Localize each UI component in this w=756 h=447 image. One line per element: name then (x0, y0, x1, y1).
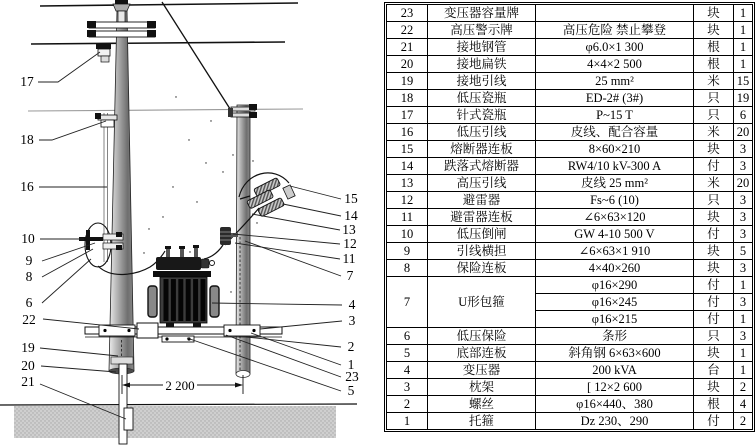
cell-no: 14 (387, 158, 428, 175)
cell-unit: 块 (694, 243, 734, 260)
cell-qty: 20 (734, 124, 753, 141)
cell-unit: 块 (694, 5, 734, 22)
table-row (387, 124, 753, 141)
cell-name: 枕架 (428, 379, 536, 396)
cell-spec (536, 5, 694, 22)
callout-12: 12 (343, 236, 357, 251)
cell-name: 熔断器连板 (428, 141, 536, 158)
cell-qty: 3 (734, 158, 753, 175)
wire-transformer-to-arrester (204, 245, 223, 259)
cell-spec: [ 12×2 600 (536, 379, 694, 396)
cell-qty: 2 (734, 379, 753, 396)
callout-3: 3 (348, 313, 356, 328)
cell-spec: ∠6×63×120 (536, 209, 694, 226)
cell-unit: 付 (694, 311, 734, 328)
cell-unit: 付 (694, 294, 734, 311)
callout-21: 21 (21, 374, 35, 389)
callout-16: 16 (20, 179, 34, 194)
cell-unit: 台 (694, 362, 734, 379)
cell-qty: 1 (734, 311, 753, 328)
table-row (387, 107, 753, 124)
cell-name: 高压警示牌 (428, 22, 536, 39)
cell-unit: 块 (694, 379, 734, 396)
cell-no: 7 (387, 277, 428, 328)
cell-name: 托箍 (428, 413, 536, 430)
leader-line-18 (39, 121, 106, 140)
cell-qty: 3 (734, 192, 753, 209)
cell-no: 6 (387, 328, 428, 345)
parts-list (386, 4, 753, 430)
cell-name: 低压引线 (428, 124, 536, 141)
callout-4: 4 (348, 297, 356, 312)
cell-qty: 20 (734, 175, 753, 192)
cell-unit: 只 (694, 192, 734, 209)
cell-name: 变压器容量牌 (428, 5, 536, 22)
cell-name: 避雷器 (428, 192, 536, 209)
cell-qty: 1 (734, 39, 753, 56)
leader-line-14 (283, 204, 341, 216)
cell-unit: 只 (694, 107, 734, 124)
cell-spec: 斜角钢 6×63×600 (536, 345, 694, 362)
cell-qty: 1 (734, 56, 753, 73)
cell-spec: φ16×245 (536, 294, 694, 311)
table-row (387, 22, 753, 39)
cell-unit: 付 (694, 413, 734, 430)
table-row (387, 362, 753, 379)
leader-line-20 (41, 366, 116, 372)
callout-10: 10 (21, 231, 35, 246)
cell-spec: GW 4-10 500 V (536, 226, 694, 243)
table-row (387, 260, 753, 277)
cell-no: 11 (387, 209, 428, 226)
table-row (387, 158, 753, 175)
cell-no: 2 (387, 396, 428, 413)
cell-spec: 8×60×210 (536, 141, 694, 158)
cell-spec: ∠6×63×1 910 (536, 243, 694, 260)
cell-spec: 皮线 25 mm² (536, 175, 694, 192)
cell-unit: 块 (694, 209, 734, 226)
ground (0, 404, 357, 438)
cell-qty: 6 (734, 107, 753, 124)
leader-line-4 (212, 303, 342, 305)
leader-line-6 (42, 259, 91, 303)
cell-unit: 只 (694, 90, 734, 107)
cell-no: 4 (387, 362, 428, 379)
callout-labels (20, 52, 359, 419)
cell-spec: 200 kVA (536, 362, 694, 379)
cell-no: 19 (387, 73, 428, 90)
callout-2: 2 (347, 339, 355, 354)
table-row (387, 56, 753, 73)
callout-20: 20 (21, 358, 35, 373)
leader-line-8 (42, 249, 93, 277)
table-row (387, 226, 753, 243)
cell-name: 保险连板 (428, 260, 536, 277)
cell-unit: 米 (694, 124, 734, 141)
cell-unit: 根 (694, 56, 734, 73)
cell-unit: 米 (694, 175, 734, 192)
cell-no: 23 (387, 5, 428, 22)
cell-no: 9 (387, 243, 428, 260)
cell-qty: 3 (734, 141, 753, 158)
cell-unit: 块 (694, 345, 734, 362)
cell-unit: 只 (694, 328, 734, 345)
cell-spec: φ16×440、380 (536, 396, 694, 413)
leader-line-19 (40, 348, 118, 356)
cell-name: 引线横担 (428, 243, 536, 260)
table-row (387, 328, 753, 345)
leader-line-15 (290, 186, 341, 199)
lv-insulator-clamp (95, 113, 117, 127)
leader-line-17 (38, 52, 100, 82)
cell-spec: φ16×215 (536, 311, 694, 328)
leader-line-7 (245, 241, 341, 276)
cell-qty: 1 (734, 22, 753, 39)
cell-qty: 15 (734, 73, 753, 90)
cell-unit: 根 (694, 396, 734, 413)
callout-1: 1 (347, 357, 355, 372)
table-row (387, 209, 753, 226)
callout-13: 13 (342, 222, 356, 237)
lv-switch-hardware (79, 230, 123, 250)
cell-spec: 皮线、配合容量 (536, 124, 694, 141)
cell-no: 1 (387, 413, 428, 430)
cell-spec: Fs~6 (10) (536, 192, 694, 209)
main-pole (109, 10, 134, 374)
cell-no: 8 (387, 260, 428, 277)
callout-18: 18 (20, 132, 34, 147)
cell-name: 低压瓷瓶 (428, 90, 536, 107)
cell-no: 12 (387, 192, 428, 209)
cell-name: 跌落式熔断器 (428, 158, 536, 175)
cell-name: 接地扁铁 (428, 56, 536, 73)
table-row (387, 345, 753, 362)
callout-5: 5 (347, 383, 355, 398)
stay-wire (162, 2, 232, 112)
cell-name: 螺丝 (428, 396, 536, 413)
leader-line-13 (252, 214, 340, 230)
cell-spec: ED-2# (3#) (536, 90, 694, 107)
cell-name: U形包箍 (428, 277, 536, 328)
cell-qty: 3 (734, 209, 753, 226)
cell-name: 变压器 (428, 362, 536, 379)
cell-spec: 4×40×260 (536, 260, 694, 277)
cell-spec: 4×4×2 500 (536, 56, 694, 73)
cell-qty: 3 (734, 328, 753, 345)
cell-qty: 1 (734, 277, 753, 294)
table-row (387, 192, 753, 209)
callout-22: 22 (22, 312, 36, 327)
cell-no: 16 (387, 124, 428, 141)
table-row (387, 243, 753, 260)
callout-14: 14 (344, 208, 358, 223)
cell-name: 低压倒闸 (428, 226, 536, 243)
cell-spec: φ16×290 (536, 277, 694, 294)
cell-spec: RW4/10 kV-300 A (536, 158, 694, 175)
dimension-label: 2 200 (165, 378, 195, 393)
callout-19: 19 (21, 340, 35, 355)
cell-name: 接地引线 (428, 73, 536, 90)
cell-qty: 3 (734, 226, 753, 243)
cell-no: 20 (387, 56, 428, 73)
cell-qty: 1 (734, 345, 753, 362)
power-lines (28, 3, 303, 111)
cell-no: 17 (387, 107, 428, 124)
table-row (387, 39, 753, 56)
cell-name: 避雷器连板 (428, 209, 536, 226)
cell-unit: 块 (694, 141, 734, 158)
table-row (387, 141, 753, 158)
table-row (387, 175, 753, 192)
cell-spec: P~15 T (536, 107, 694, 124)
cell-unit: 米 (694, 73, 734, 90)
table-row (387, 396, 753, 413)
callout-23: 23 (345, 369, 359, 384)
cell-no: 22 (387, 22, 428, 39)
cell-name: 高压引线 (428, 175, 536, 192)
cell-qty: 19 (734, 90, 753, 107)
cell-qty: 5 (734, 243, 753, 260)
cell-no: 21 (387, 39, 428, 56)
cell-qty: 3 (734, 260, 753, 277)
table-row (387, 277, 753, 294)
cell-name: 针式瓷瓶 (428, 107, 536, 124)
cell-no: 15 (387, 141, 428, 158)
lightning-arrester (220, 227, 238, 245)
table-row (387, 90, 753, 107)
cell-unit: 付 (694, 277, 734, 294)
leader-line-2 (246, 337, 341, 347)
table-row (387, 73, 753, 90)
cell-name: 接地钢管 (428, 39, 536, 56)
cell-qty: 4 (734, 396, 753, 413)
cell-spec: 高压危险 禁止攀登 (536, 22, 694, 39)
cell-unit: 付 (694, 226, 734, 243)
table-row (387, 379, 753, 396)
cell-spec: φ6.0×1 300 (536, 39, 694, 56)
callout-15: 15 (344, 191, 358, 206)
cell-no: 13 (387, 175, 428, 192)
callout-7: 7 (346, 268, 354, 283)
leader-line-5 (187, 338, 341, 391)
callout-17: 17 (20, 74, 34, 89)
callout-11: 11 (342, 251, 356, 266)
cell-unit: 块 (694, 260, 734, 277)
cell-spec: Dz 230、290 (536, 413, 694, 430)
cell-no: 3 (387, 379, 428, 396)
callout-6: 6 (25, 295, 33, 310)
leader-line-3 (260, 321, 342, 329)
warning-plate (137, 323, 158, 338)
parts-table (384, 2, 755, 432)
cell-qty: 2 (734, 413, 753, 430)
cell-qty: 1 (734, 5, 753, 22)
cell-no: 10 (387, 226, 428, 243)
callout-9: 9 (25, 253, 33, 268)
dimension (122, 375, 243, 394)
cell-qty: 1 (734, 362, 753, 379)
callout-8: 8 (25, 269, 33, 284)
cell-name: 低压保险 (428, 328, 536, 345)
cell-name: 底部连板 (428, 345, 536, 362)
cell-no: 5 (387, 345, 428, 362)
table-row (387, 413, 753, 430)
cell-spec: 条形 (536, 328, 694, 345)
cell-unit: 根 (694, 39, 734, 56)
cell-unit: 付 (694, 158, 734, 175)
cell-qty: 3 (734, 294, 753, 311)
cell-spec: 25 mm² (536, 73, 694, 90)
cell-unit: 块 (694, 22, 734, 39)
cell-no: 18 (387, 90, 428, 107)
table-row (387, 5, 753, 22)
